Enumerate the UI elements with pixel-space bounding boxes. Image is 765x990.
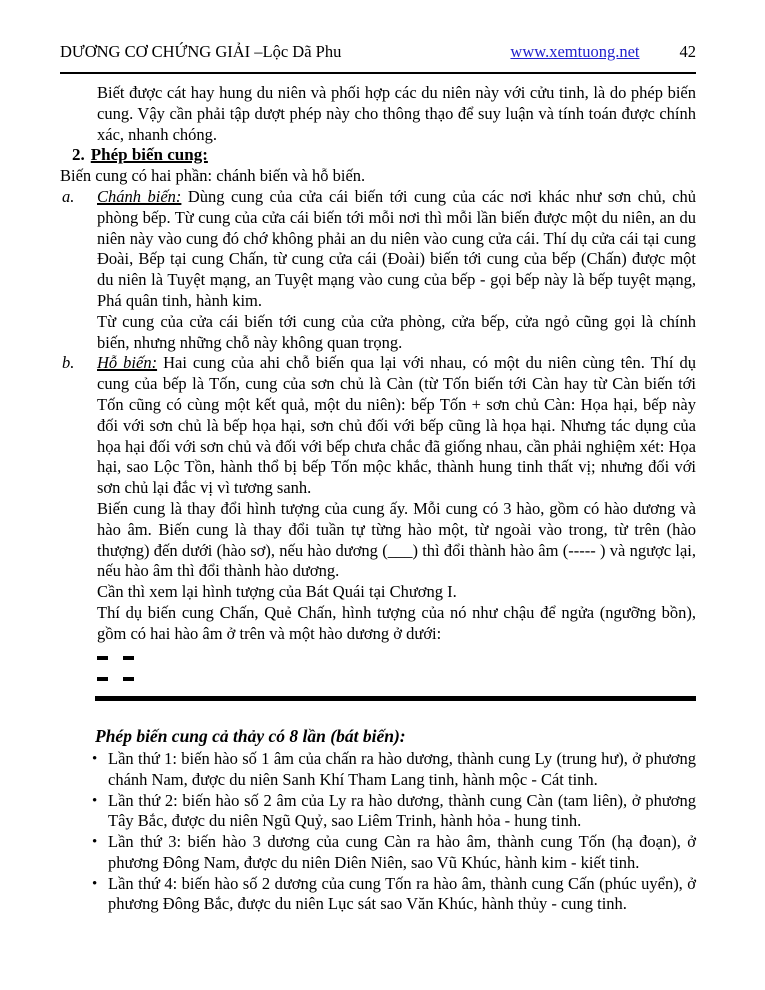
item-paragraph: Thí dụ biến cung Chấn, Quẻ Chấn, hình tượng của nó như chậu để ngửa (ngưỡng bồn), gồm có hai hào âm ở trên và một hào dương ở dưới: xyxy=(97,602,696,643)
yin-dash xyxy=(123,656,134,660)
list-item xyxy=(60,791,696,833)
bullet-text: Lần thứ 2: biến hào số 2 âm của Ly ra hào dương, thành cung Càn (tam liên), ở phương Tây Bắc, được du niên Ngũ Quỷ, sao Liêm Trinh, hành hỏa - hung tinh. xyxy=(108,790,696,831)
bat-bien-heading: Phép biến cung cả thảy có 8 lần (bát biến): xyxy=(95,726,406,747)
yin-line xyxy=(97,648,696,669)
yin-dash xyxy=(97,656,108,660)
page-body xyxy=(60,83,696,915)
list-item-a xyxy=(60,187,696,353)
bullet-text: Lần thứ 4: biến hào số 2 dương của cung Tốn ra hào âm, thành cung Cấn (phúc uyển), ở phương Đông Bắc, được du niên Lục sát sao Văn Khúc, hành thủy - cung tinh. xyxy=(108,873,696,914)
section-number: 2. xyxy=(72,145,85,165)
page-number: 42 xyxy=(679,42,696,61)
list-item xyxy=(60,874,696,916)
bat-bien-section xyxy=(60,726,696,915)
list-item xyxy=(60,749,696,791)
section-lead: Biến cung có hai phần: chánh biến và hỗ biến. xyxy=(60,166,366,186)
intro-paragraph: Biết được cát hay hung du niên và phối hợp các du niên này với cửu tinh, là do phép biến cung. Vậy cần phải tập dượt phép này cho thông thạo để suy luận và tính toán được chính xác, nhanh chóng. xyxy=(97,83,696,144)
chan-trigram-figure xyxy=(97,648,696,702)
bullet-icon: • xyxy=(92,875,98,892)
item-paragraph xyxy=(97,353,696,499)
item-marker: b. xyxy=(62,353,75,373)
bullet-text: Lần thứ 1: biến hào số 1 âm của chấn ra hào dương, thành cung Ly (trung hư), ở phương chánh Nam, được du niên Sanh Khí Tham Lang tinh, hành mộc - Cát tinh. xyxy=(108,748,696,789)
item-text: Hai cung của ahi chỗ biến qua lại với nhau, có một du niên cùng tên. Thí dụ cung của bếp là Tốn, cung của sơn chủ là Càn (từ Tốn biến tới Càn hay từ Càn biến tới Tốn cũng có cùng một kết quả, một du niên): bếp Tốn + sơn chủ Càn: Họa hại, bếp này đối với sơn chủ là bếp họa hại, sơn chủ đối với bếp cũng là họa hại. Nhưng tác dụng của họa hại đối với sơn chủ và đối với bếp chưa chắc đã giống nhau, cần phải nghiệm xét: Họa hại, sao Lộc Tồn, hành thổ bị bếp Tốn mộc khắc, thành hung tinh thất vị; nhưng đối với sơn chủ lại đắc vị vì tương sanh. xyxy=(97,353,696,498)
yin-dash xyxy=(123,677,134,681)
section-title: Phép biến cung: xyxy=(90,145,208,165)
item-marker: a. xyxy=(62,186,75,206)
yin-line xyxy=(97,668,696,689)
header-link[interactable]: www.xemtuong.net xyxy=(510,42,640,61)
item-text: Dùng cung của cửa cái biến tới cung của các nơi khác như sơn chủ, chủ phòng bếp. Từ cung của cửa cái biến tới mỗi nơi thì mỗi lần biến được một du niên, an du niên này vào cung đó chớ không phải an du niên vào cung cửa cái. Thí dụ cửa cái tại cung Đoài, Bếp tại cung Chấn, từ cung cửa cái (Đoài) biến tới cung của bếp (Chấn) được một du niên là Tuyệt mạng, an Tuyệt mạng vào cung của bếp - gọi bếp này là bếp tuyệt mạng, Phá quân tinh, hành kim. xyxy=(97,186,696,310)
list-item xyxy=(60,832,696,874)
header-title: DƯƠNG CƠ CHỨNG GIẢI –Lộc Dã Phu xyxy=(60,42,342,61)
section-heading xyxy=(72,145,696,166)
bullet-icon: • xyxy=(92,834,98,851)
yang-line xyxy=(95,696,696,701)
header-rule xyxy=(60,72,696,74)
item-paragraph: Cần thì xem lại hình tượng của Bát Quái tại Chương I. xyxy=(97,582,457,602)
list-item-b xyxy=(60,353,696,701)
item-label: Hỗ biến: xyxy=(97,353,158,373)
item-label: Chánh biến: xyxy=(97,186,182,206)
bullet-icon: • xyxy=(92,750,98,767)
item-paragraph xyxy=(97,187,696,312)
bullet-icon: • xyxy=(92,792,98,809)
page-header xyxy=(60,42,696,62)
item-paragraph: Biến cung là thay đổi hình tượng của cung ấy. Mỗi cung có 3 hào, gồm có hào dương và hào âm. Biến cung là thay đổi tuần tự từng hào một, từ ngoài vào trong, từ trên (hào thượng) đến dưới (hào sơ), nếu hào dương (___) thì đổi thành hào âm (----- ) và ngược lại, nếu hào âm thì đổi thành hào dương. xyxy=(97,498,696,581)
item-paragraph: Từ cung của cửa cái biến tới cung của cửa phòng, cửa bếp, cửa ngỏ cũng gọi là chính biến, nhưng những chỗ này không quan trọng. xyxy=(97,311,696,352)
bullet-text: Lần thứ 3: biến hào 3 dương của cung Càn ra hào âm, thành cung Tốn (hạ đoạn), ở phương Đông Nam, được du niên Diên Niên, sao Vũ Khúc, hành kim - kiết tinh. xyxy=(108,832,696,872)
yin-dash xyxy=(97,677,108,681)
